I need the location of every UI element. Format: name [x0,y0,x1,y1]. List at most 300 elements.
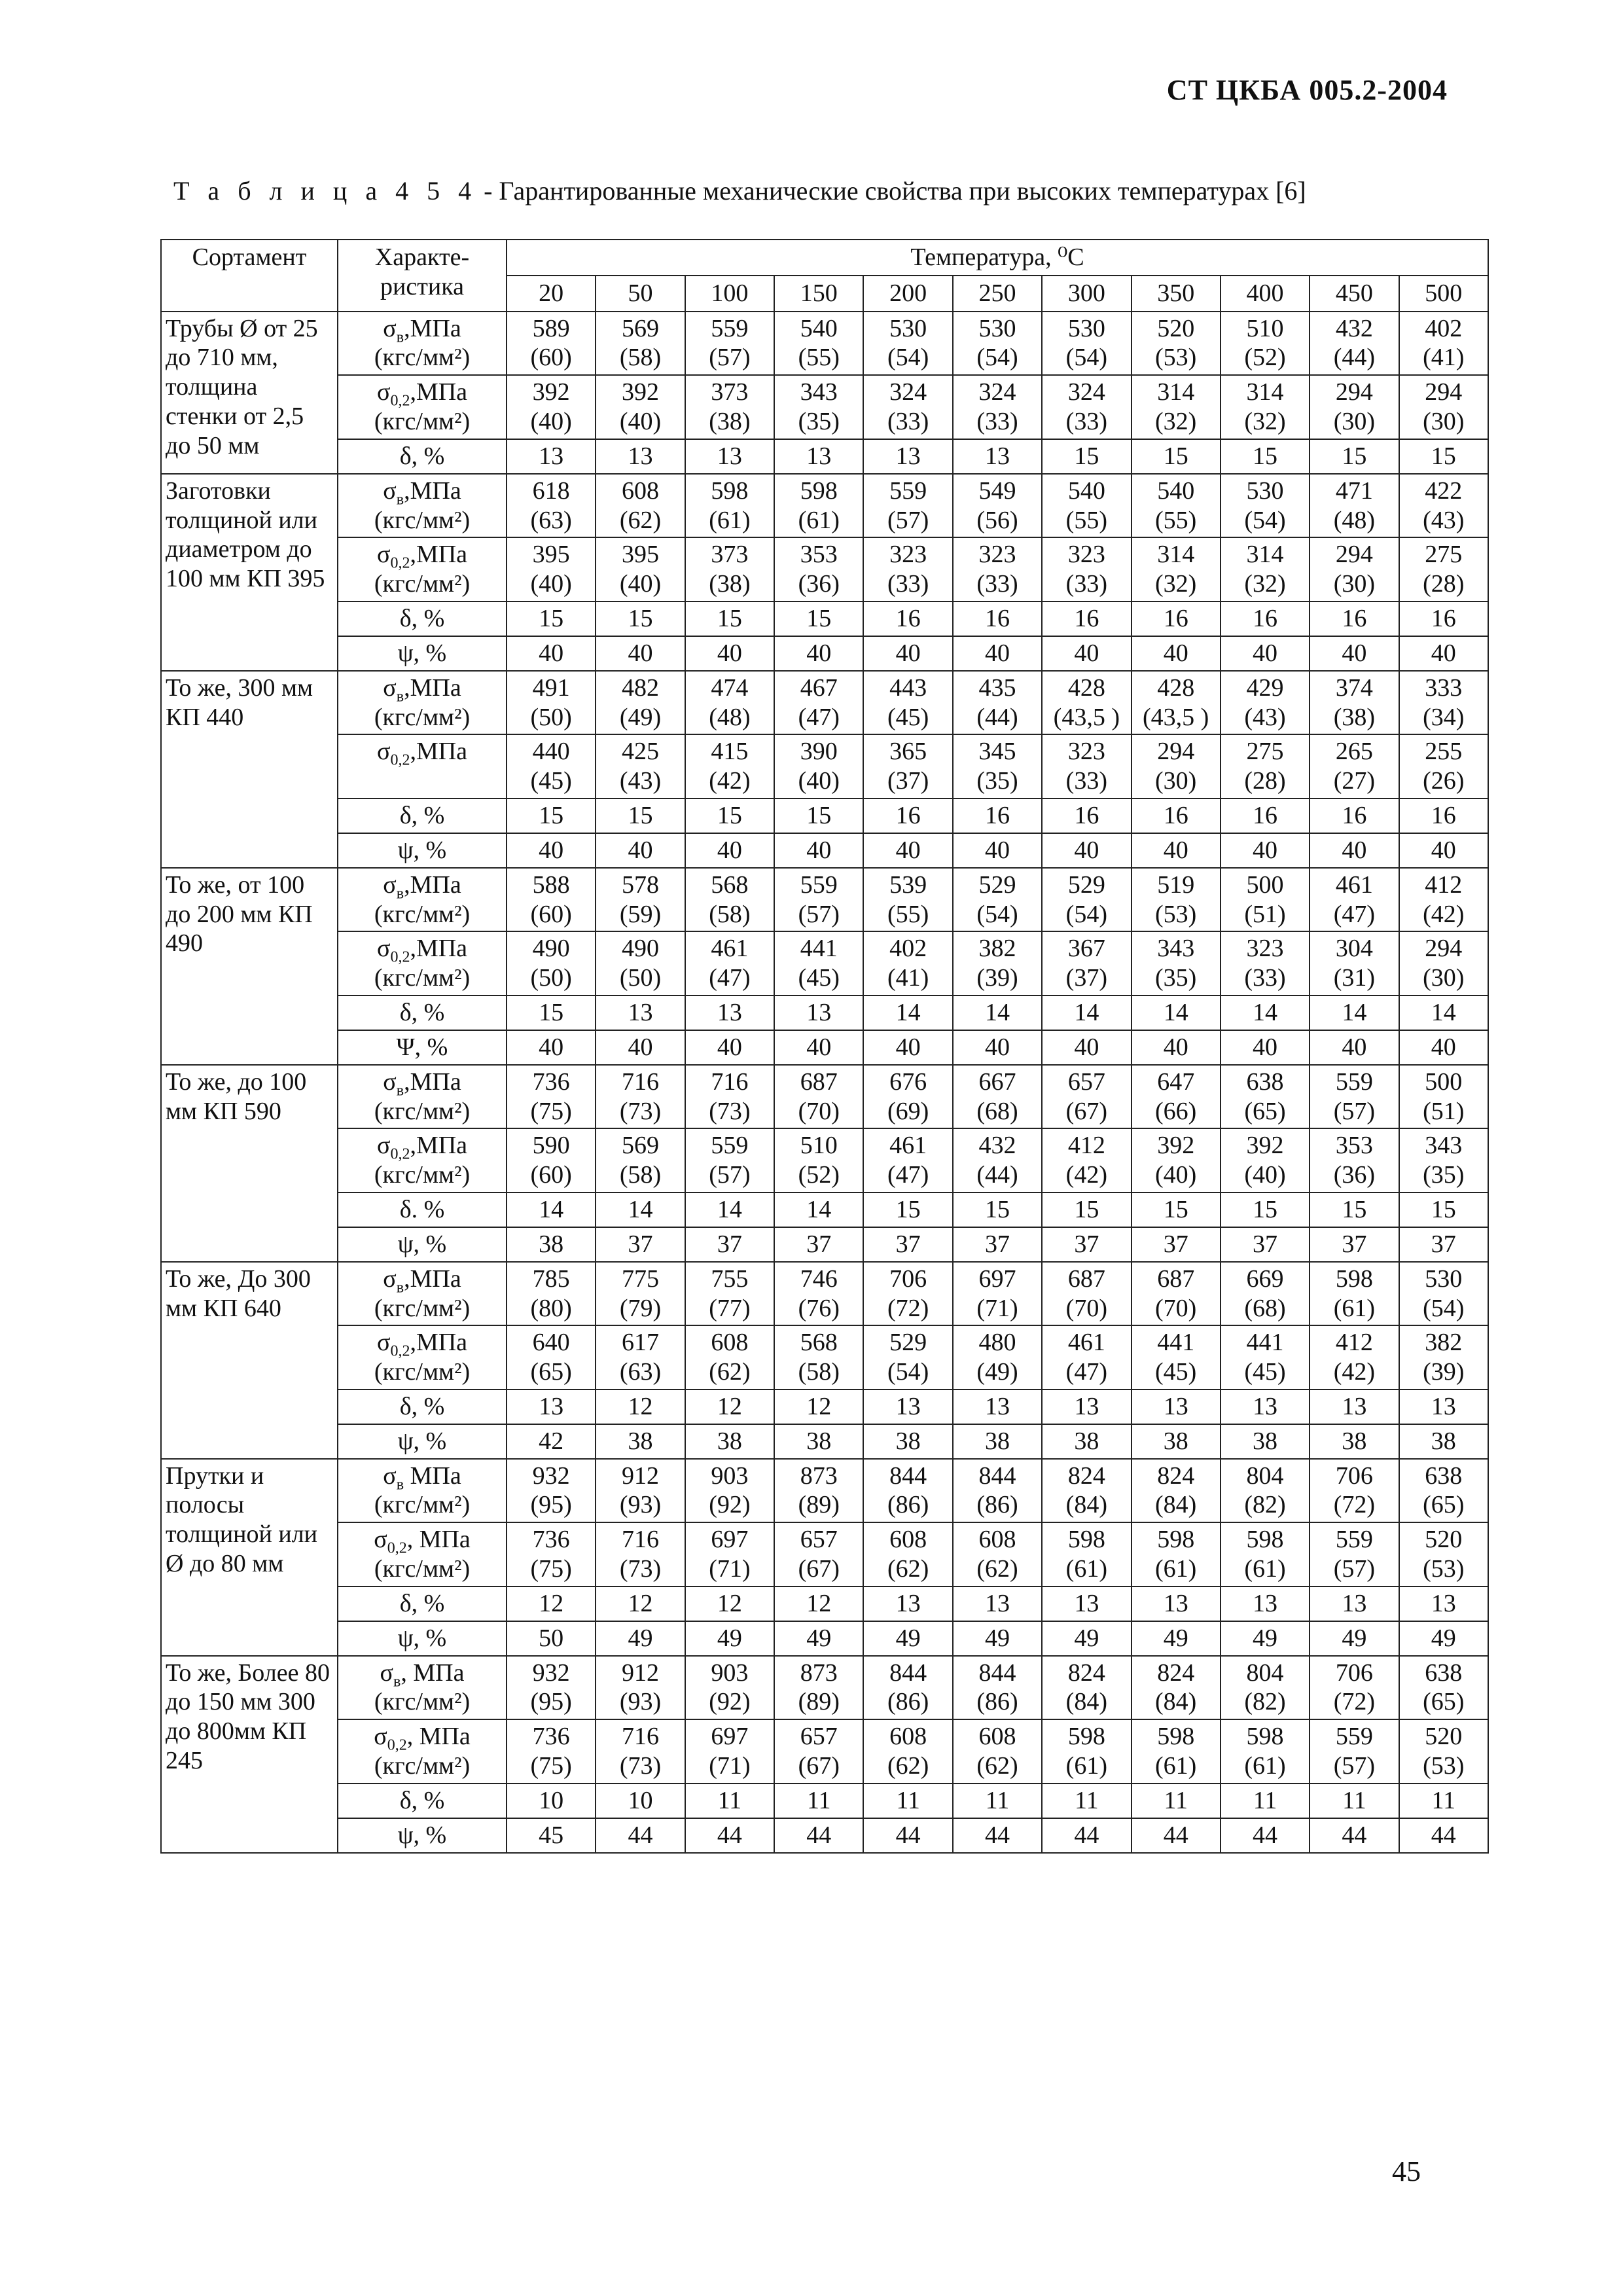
value-mpa: 49 [1342,1624,1367,1652]
mechanical-properties-table [160,239,1489,1854]
value-cell [685,474,774,538]
value-cell [1221,537,1310,601]
characteristic-cell [338,1784,507,1818]
value-cell [774,798,863,833]
value-mpa: 13 [1342,1589,1367,1617]
value-cell [863,1719,952,1784]
value-mpa: 323 [978,541,1016,569]
value-mpa: 540 [800,314,838,342]
characteristic-symbol: σ [383,1067,397,1096]
value-mpa: 530 [889,314,927,342]
value-mpa: 16 [1431,802,1456,830]
value-mpa: 559 [1335,1067,1373,1096]
value-mpa: 844 [978,1659,1016,1687]
value-cell [774,1784,863,1818]
characteristic-label [342,604,502,634]
value-mpa: 638 [1425,1659,1463,1687]
value-mpa: 16 [1342,605,1367,633]
value-mpa: 324 [889,378,927,406]
value-cell [596,1784,685,1818]
value-cell [1221,931,1310,996]
value-mpa: 706 [889,1265,927,1293]
value-mpa: 598 [800,476,838,505]
value-cell [953,1719,1042,1784]
value-cell [1310,798,1399,833]
value-mpa: 40 [895,639,921,667]
value-cell [863,868,952,932]
value-kgf: (69) [887,1097,929,1125]
header-sortament: Сортамент [161,240,338,312]
value-kgf: (62) [887,1752,929,1780]
value-cell [1399,1784,1488,1818]
value-cell [1310,1390,1399,1424]
value-cell [774,996,863,1030]
value-mpa: 49 [1253,1624,1278,1652]
value-cell [863,1459,952,1523]
value-mpa: 510 [800,1132,838,1160]
characteristic-cell [338,1128,507,1193]
value-cell [596,1227,685,1262]
value-cell [685,312,774,376]
value-cell [953,1065,1042,1129]
characteristic-unit-kgf: (кгс/мм²) [374,703,471,731]
value-mpa: 12 [628,1392,653,1420]
value-cell [596,1325,685,1390]
value-mpa: 500 [1425,1067,1463,1096]
value-mpa: 440 [532,738,570,766]
characteristic-symbol: σ [383,1462,397,1490]
value-mpa: 697 [711,1526,749,1554]
value-mpa: 44 [1342,1821,1367,1849]
characteristic-unit-mpa: ,МПа [410,738,468,766]
value-mpa: 617 [622,1329,660,1357]
value-kgf: (44) [1333,344,1376,372]
value-cell [1132,1262,1221,1326]
characteristic-symbol: δ, % [399,1392,445,1420]
value-kgf: (61) [1155,1752,1197,1780]
value-mpa: 530 [978,314,1016,342]
value-cell [685,1424,774,1459]
temperature-250: 250 [953,276,1042,312]
value-cell [1399,996,1488,1030]
value-cell [685,439,774,474]
value-kgf: (67) [798,1555,840,1583]
value-mpa: 294 [1425,935,1463,963]
value-kgf: (86) [976,1688,1018,1716]
value-cell [1132,474,1221,538]
value-cell [1399,1459,1488,1523]
characteristic-cell [338,1390,507,1424]
value-mpa: 529 [1067,870,1105,899]
characteristic-subscript: в [396,1476,404,1494]
value-mpa: 461 [711,935,749,963]
value-mpa: 16 [1431,605,1456,633]
characteristic-cell [338,798,507,833]
value-kgf: (47) [798,703,840,731]
value-cell [863,931,952,996]
value-cell [1042,1719,1131,1784]
value-mpa: 657 [800,1723,838,1751]
characteristic-label [342,1722,502,1754]
characteristic-symbol: σ [376,1132,391,1160]
value-cell [1132,1128,1221,1193]
value-mpa: 598 [1246,1723,1284,1751]
value-mpa: 14 [1163,999,1188,1027]
value-kgf: (47) [709,964,751,992]
characteristic-symbol: σ [376,935,391,963]
value-kgf: (70) [798,1097,840,1125]
value-cell [1399,1424,1488,1459]
value-kgf: (93) [619,1491,662,1519]
value-mpa: 598 [711,476,749,505]
characteristic-unit-mpa: , МПа [406,1526,471,1554]
value-mpa: 275 [1246,738,1284,766]
value-mpa: 589 [532,314,570,342]
value-mpa: 618 [532,476,570,505]
characteristic-symbol: ψ, % [397,1624,447,1652]
value-mpa: 13 [1074,1589,1099,1617]
value-mpa: 11 [896,1786,920,1814]
value-cell [1042,474,1131,538]
value-cell [685,1784,774,1818]
value-kgf: (57) [887,506,929,534]
value-cell [1042,1325,1131,1390]
value-mpa: 16 [1163,605,1188,633]
characteristic-symbol: σ [383,870,397,899]
characteristic-label [342,1033,502,1062]
value-cell [1310,537,1399,601]
value-kgf: (84) [1065,1491,1107,1519]
value-cell [1221,1065,1310,1129]
value-cell [507,474,596,538]
characteristic-symbol: σ [383,314,397,342]
characteristic-cell [338,868,507,932]
value-cell [1399,734,1488,798]
value-mpa: 40 [717,836,742,864]
value-mpa: 608 [622,476,660,505]
value-kgf: (40) [530,408,572,436]
value-cell [953,1193,1042,1227]
value-cell [1399,671,1488,735]
value-kgf: (57) [1333,1097,1376,1125]
value-mpa: 49 [1163,1624,1188,1652]
value-mpa: 443 [889,673,927,702]
value-mpa: 13 [717,442,742,470]
value-cell [863,1193,952,1227]
value-mpa: 37 [1431,1230,1456,1258]
value-mpa: 13 [539,442,564,470]
value-kgf: (55) [1065,506,1107,534]
characteristic-unit-mpa: ,МПа [404,1067,461,1096]
value-mpa: 49 [1074,1624,1099,1652]
characteristic-cell [338,1065,507,1129]
value-cell [863,996,952,1030]
value-mpa: 11 [1342,1786,1366,1814]
value-kgf: (67) [1065,1097,1107,1125]
characteristic-cell [338,1656,507,1720]
value-cell [596,671,685,735]
value-kgf: (26) [1423,767,1465,795]
value-mpa: 482 [622,673,660,702]
value-cell [863,1325,952,1390]
value-mpa: 373 [711,378,749,406]
value-kgf: (40) [619,570,662,598]
value-cell [1042,1587,1131,1621]
value-mpa: 40 [984,639,1010,667]
value-kgf: (33) [976,570,1018,598]
value-kgf: (56) [976,506,1018,534]
value-cell [1310,1193,1399,1227]
value-kgf: (61) [1065,1752,1107,1780]
value-cell [1042,312,1131,376]
characteristic-unit-mpa: ,МПа [404,870,461,899]
value-kgf: (32) [1155,570,1197,598]
value-cell [774,1128,863,1193]
value-mpa: 706 [1335,1659,1373,1687]
value-mpa: 441 [800,935,838,963]
value-mpa: 676 [889,1067,927,1096]
value-mpa: 13 [1431,1589,1456,1617]
value-cell [1310,868,1399,932]
value-mpa: 38 [1342,1427,1367,1455]
value-kgf: (95) [530,1688,572,1716]
value-mpa: 15 [539,802,564,830]
characteristic-subscript: в [396,885,404,903]
value-kgf: (54) [887,344,929,372]
characteristic-subscript: 0,2 [390,555,410,573]
value-mpa: 40 [1431,639,1456,667]
value-kgf: (55) [798,344,840,372]
value-cell [1042,1390,1131,1424]
value-mpa: 13 [984,442,1010,470]
value-cell [774,474,863,538]
table-row [161,833,1488,868]
value-mpa: 16 [1074,605,1099,633]
value-cell [1042,1656,1131,1720]
value-mpa: 255 [1425,738,1463,766]
characteristic-subscript: в [393,1673,401,1691]
value-mpa: 304 [1335,935,1373,963]
temperature-200: 200 [863,276,952,312]
value-mpa: 932 [532,1462,570,1490]
characteristic-label [342,639,502,668]
value-cell [507,636,596,671]
header-temperature: Температура, ⁰С [507,240,1488,276]
value-cell [596,1193,685,1227]
value-kgf: (33) [887,408,929,436]
value-cell [507,1719,596,1784]
value-cell [596,375,685,439]
value-cell [685,1719,774,1784]
characteristic-unit-mpa: , МПа [401,1659,465,1687]
value-mpa: 697 [978,1265,1016,1293]
value-cell [685,1193,774,1227]
value-cell [596,1390,685,1424]
characteristic-subscript: 0,2 [390,948,410,966]
value-mpa: 13 [628,999,653,1027]
value-kgf: (38) [709,408,751,436]
value-kgf: (44) [976,1161,1018,1189]
value-mpa: 324 [1067,378,1105,406]
value-kgf: (86) [887,1688,929,1716]
document-code: СТ ЦКБА 005.2-2004 [1166,74,1448,106]
value-mpa: 608 [978,1526,1016,1554]
value-cell [1310,1424,1399,1459]
characteristic-unit-kgf: (кгс/мм²) [374,570,471,598]
table-row [161,375,1488,439]
value-mpa: 598 [1246,1526,1284,1554]
characteristic-cell [338,996,507,1030]
characteristic-label [342,1786,502,1816]
table-row [161,1587,1488,1621]
value-mpa: 13 [1253,1392,1278,1420]
value-mpa: 365 [889,738,927,766]
value-cell [1310,312,1399,376]
value-cell [1132,537,1221,601]
value-cell [1042,798,1131,833]
value-cell [507,1656,596,1720]
value-mpa: 441 [1246,1329,1284,1357]
table-row [161,1227,1488,1262]
table-row [161,868,1488,932]
value-mpa: 382 [978,935,1016,963]
characteristic-cell [338,1227,507,1262]
value-kgf: (31) [1333,964,1376,992]
characteristic-symbol: ψ, % [397,1821,447,1849]
value-mpa: 432 [978,1132,1016,1160]
value-mpa: 15 [717,605,742,633]
value-cell [1221,1459,1310,1523]
characteristic-cell [338,1587,507,1621]
value-cell [774,1818,863,1853]
value-mpa: 14 [895,999,921,1027]
value-kgf: (53) [1155,344,1197,372]
value-cell [863,375,952,439]
value-kgf: (33) [1244,964,1286,992]
value-mpa: 467 [800,673,838,702]
value-cell [1310,671,1399,735]
value-mpa: 392 [1246,1132,1284,1160]
value-mpa: 40 [628,1033,653,1061]
value-mpa: 13 [984,1392,1010,1420]
value-cell [774,1262,863,1326]
value-cell [774,537,863,601]
value-mpa: 323 [1067,541,1105,569]
value-mpa: 392 [1157,1132,1195,1160]
value-cell [953,1459,1042,1523]
value-kgf: (27) [1333,767,1376,795]
table-row [161,734,1488,798]
characteristic-symbol: δ, % [399,1589,445,1617]
value-mpa: 520 [1157,314,1195,342]
characteristic-cell [338,537,507,601]
value-cell [953,931,1042,996]
value-cell [1399,1030,1488,1065]
value-cell [863,439,952,474]
value-cell [1310,1719,1399,1784]
value-cell [953,798,1042,833]
characteristic-unit-mpa: МПа [404,1462,461,1490]
value-mpa: 14 [1253,999,1278,1027]
characteristic-unit-kgf: (кгс/мм²) [374,408,471,436]
value-mpa: 44 [1163,1821,1188,1849]
value-kgf: (95) [530,1491,572,1519]
value-mpa: 598 [1067,1526,1105,1554]
value-kgf: (68) [976,1097,1018,1125]
value-cell [685,1227,774,1262]
value-mpa: 608 [889,1723,927,1751]
value-kgf: (65) [530,1358,572,1386]
value-mpa: 45 [539,1821,564,1849]
value-cell [685,1818,774,1853]
value-cell [1042,537,1131,601]
value-mpa: 49 [984,1624,1010,1652]
value-kgf: (73) [619,1097,662,1125]
value-cell [863,636,952,671]
value-cell [1132,868,1221,932]
value-mpa: 559 [800,870,838,899]
value-mpa: 353 [1335,1132,1373,1160]
value-mpa: 697 [711,1723,749,1751]
value-cell [863,1262,952,1326]
value-mpa: 14 [1342,999,1367,1027]
value-mpa: 13 [895,1392,921,1420]
characteristic-label [342,1525,502,1557]
value-cell [774,1030,863,1065]
characteristic-cell [338,1193,507,1227]
characteristic-unit-kgf: (кгс/мм²) [374,1688,471,1716]
value-mpa: 530 [1067,314,1105,342]
value-mpa: 38 [1074,1427,1099,1455]
value-mpa: 37 [1074,1230,1099,1258]
value-cell [863,833,952,868]
value-mpa: 598 [1157,1723,1195,1751]
value-cell [1221,1621,1310,1656]
value-kgf: (61) [1333,1294,1376,1322]
characteristic-cell [338,312,507,376]
value-cell [596,1065,685,1129]
value-cell [1310,601,1399,636]
characteristic-symbol: δ, % [399,1786,445,1814]
value-kgf: (70) [1065,1294,1107,1322]
value-cell [1221,601,1310,636]
value-cell [507,1424,596,1459]
value-kgf: (30) [1155,767,1197,795]
sortament-cell: То же, До 300 мм КП 640 [161,1262,338,1459]
value-mpa: 11 [1253,1786,1277,1814]
value-cell [1042,1065,1131,1129]
value-mpa: 40 [717,639,742,667]
value-mpa: 804 [1246,1659,1284,1687]
value-mpa: 37 [895,1230,921,1258]
value-kgf: (43) [619,767,662,795]
value-kgf: (33) [1065,570,1107,598]
value-cell [1132,1390,1221,1424]
characteristic-subscript: 0,2 [390,1145,410,1163]
temperature-100: 100 [685,276,774,312]
value-mpa: 14 [1431,999,1456,1027]
value-kgf: (73) [709,1097,751,1125]
characteristic-subscript: 0,2 [390,752,410,770]
characteristic-label [342,1230,502,1259]
characteristic-cell [338,601,507,636]
value-kgf: (84) [1065,1688,1107,1716]
value-kgf: (58) [619,1161,662,1189]
value-mpa: 687 [1067,1265,1105,1293]
characteristic-unit-mpa: ,МПа [404,673,461,702]
value-cell [863,312,952,376]
value-cell [953,996,1042,1030]
